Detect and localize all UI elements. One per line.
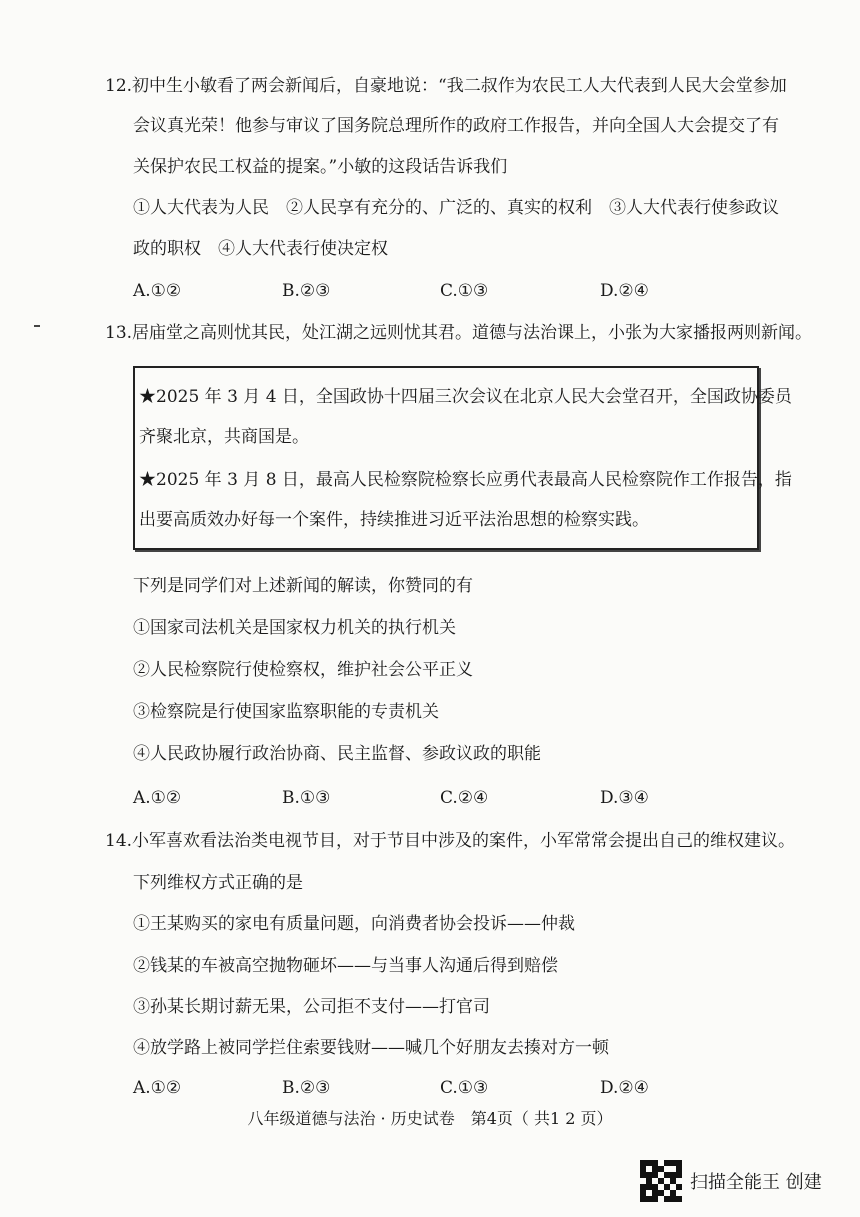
q12-option-c: C.①③ (440, 281, 489, 301)
q12-statement-line1: ①人大代表为人民 ②人民享有充分的、广泛的、真实的权利 ③人大代表行使参政议 (133, 198, 779, 218)
q14-statement-4: ④放学路上被同学拦住索要钱财——喊几个好朋友去揍对方一顿 (133, 1038, 609, 1058)
q12-statement-line2: 政的职权 ④人大代表行使决定权 (133, 239, 388, 259)
q13-statement-2: ②人民检察院行使检察权，维护社会公平正义 (133, 660, 473, 680)
q13-statement-1: ①国家司法机关是国家权力机关的执行机关 (133, 618, 456, 638)
q13-statement-4: ④人民政协履行政治协商、民主监督、参政议政的职能 (133, 744, 541, 764)
q13-prompt: 下列是同学们对上述新闻的解读，你赞同的有 (133, 576, 473, 596)
q12-stem-line3: 关保护农民工权益的提案。”小敏的这段话告诉我们 (133, 157, 508, 177)
qr-code-icon (640, 1160, 682, 1202)
news-item-1-line1: ★2025 年 3 月 4 日，全国政协十四届三次会议在北京人民大会堂召开，全国政协委员 (139, 387, 792, 407)
q14-stem: 14.小军喜欢看法治类电视节目，对于节目中涉及的案件，小军常常会提出自己的维权建议。 (105, 831, 796, 851)
watermark-text: 扫描全能王 创建 (690, 1172, 822, 1193)
q14-statement-3: ③孙某长期讨薪无果，公司拒不支付——打官司 (133, 997, 490, 1017)
q13-option-c: C.②④ (440, 788, 489, 808)
q14-statement-2: ②钱某的车被高空抛物砸坏——与当事人沟通后得到赔偿 (133, 956, 558, 976)
q14-statement-1: ①王某购买的家电有质量问题，向消费者协会投诉——仲裁 (133, 914, 575, 934)
q14-prompt: 下列维权方式正确的是 (133, 873, 303, 893)
q12-option-b: B.②③ (282, 281, 331, 301)
news-item-2-line1: ★2025 年 3 月 8 日，最高人民检察院检察长应勇代表最高人民检察院作工作报告，指 (139, 470, 792, 490)
q13-option-b: B.①③ (282, 788, 331, 808)
q14-option-a: A.①② (133, 1078, 182, 1098)
scanner-watermark (640, 1160, 822, 1202)
news-item-2-line2: 出要高质效办好每一个案件，持续推进习近平法治思想的检察实践。 (139, 510, 649, 530)
q14-option-c: C.①③ (440, 1078, 489, 1098)
q14-option-d: D.②④ (600, 1078, 649, 1098)
q12-option-d: D.②④ (600, 281, 649, 301)
news-item-1-line2: 齐聚北京，共商国是。 (139, 427, 309, 447)
q12-stem-line2: 会议真光荣！他参与审议了国务院总理所作的政府工作报告，并向全国人大会提交了有 (133, 116, 779, 136)
q12-stem-line1: 12.初中生小敏看了两会新闻后，自豪地说：“我二叔作为农民工人大代表到人民大会堂参加 (105, 76, 787, 96)
page-footer: 八年级道德与法治 · 历史试卷 第4页（ 共1 2 页） (247, 1109, 613, 1128)
q14-option-b: B.②③ (282, 1078, 331, 1098)
q13-statement-3: ③检察院是行使国家监察职能的专责机关 (133, 702, 439, 722)
q12-option-a: A.①② (133, 281, 182, 301)
q13-option-d: D.③④ (600, 788, 649, 808)
q13-stem: 13.居庙堂之高则忧其民，处江湖之远则忧其君。道德与法治课上，小张为大家播报两则新闻。 (105, 323, 813, 343)
scan-speck (34, 325, 40, 327)
q13-option-a: A.①② (133, 788, 182, 808)
